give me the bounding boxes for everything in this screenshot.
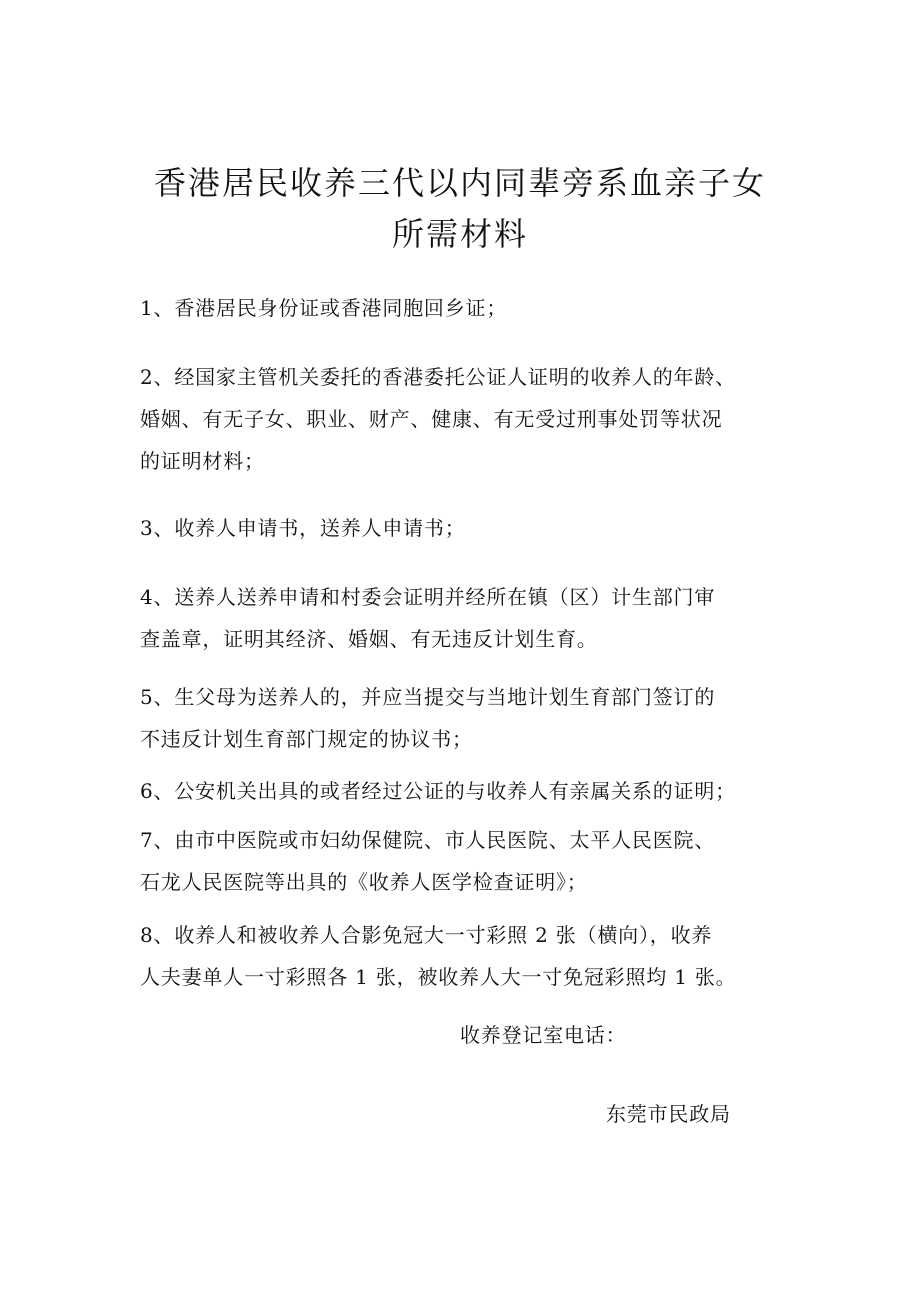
document-title-line-1: 香港居民收养三代以内同辈旁系血亲子女 [153, 164, 766, 202]
requirement-item-6 [140, 770, 800, 812]
requirement-text: 3、收养人申请书，送养人申请书； [140, 516, 466, 540]
requirement-item-7 [140, 819, 800, 903]
requirement-text: 5、生父母为送养人的，并应当提交与当地计划生育部门签订的 [140, 685, 716, 709]
requirement-text: 6、公安机关出具的或者经过公证的与收养人有亲属关系的证明； [140, 779, 736, 803]
requirement-item-3 [140, 507, 800, 549]
requirement-text: 4、送养人送养申请和村委会证明并经所在镇（区）计生部门审 [140, 585, 716, 609]
requirement-text: 7、由市中医院或市妇幼保健院、市人民医院、太平人民医院、 [140, 828, 716, 852]
requirement-item-4 [140, 576, 800, 660]
requirement-item-1 [140, 287, 800, 329]
requirement-text: 石龙人民医院等出具的《收养人医学检查证明》； [140, 870, 588, 894]
requirement-text: 的证明材料； [140, 449, 265, 473]
requirement-text: 2、经国家主管机关委托的香港委托公证人证明的收养人的年龄、 [140, 365, 736, 389]
issuing-authority: 东莞市民政局 [606, 1102, 731, 1126]
requirement-text: 婚姻、有无子女、职业、财产、健康、有无受过刑事处罚等状况 [140, 407, 723, 431]
requirement-item-8 [140, 914, 800, 998]
registry-phone-label: 收养登记室电话： [460, 1023, 627, 1047]
requirement-item-5 [140, 676, 800, 760]
document-title-line-2: 所需材料 [391, 215, 528, 253]
requirement-text: 不违反计划生育部门规定的协议书； [140, 727, 473, 751]
requirement-text: 1、香港居民身份证或香港同胞回乡证； [140, 296, 508, 320]
requirement-text: 8、收养人和被收养人合影免冠大一寸彩照 2 张（横向），收养 [140, 923, 713, 947]
requirement-text: 查盖章，证明其经济、婚姻、有无违反计划生育。 [140, 627, 598, 651]
requirement-item-2 [140, 356, 800, 482]
requirement-text: 人夫妻单人一寸彩照各 1 张，被收养人大一寸免冠彩照均 1 张。 [140, 965, 737, 989]
